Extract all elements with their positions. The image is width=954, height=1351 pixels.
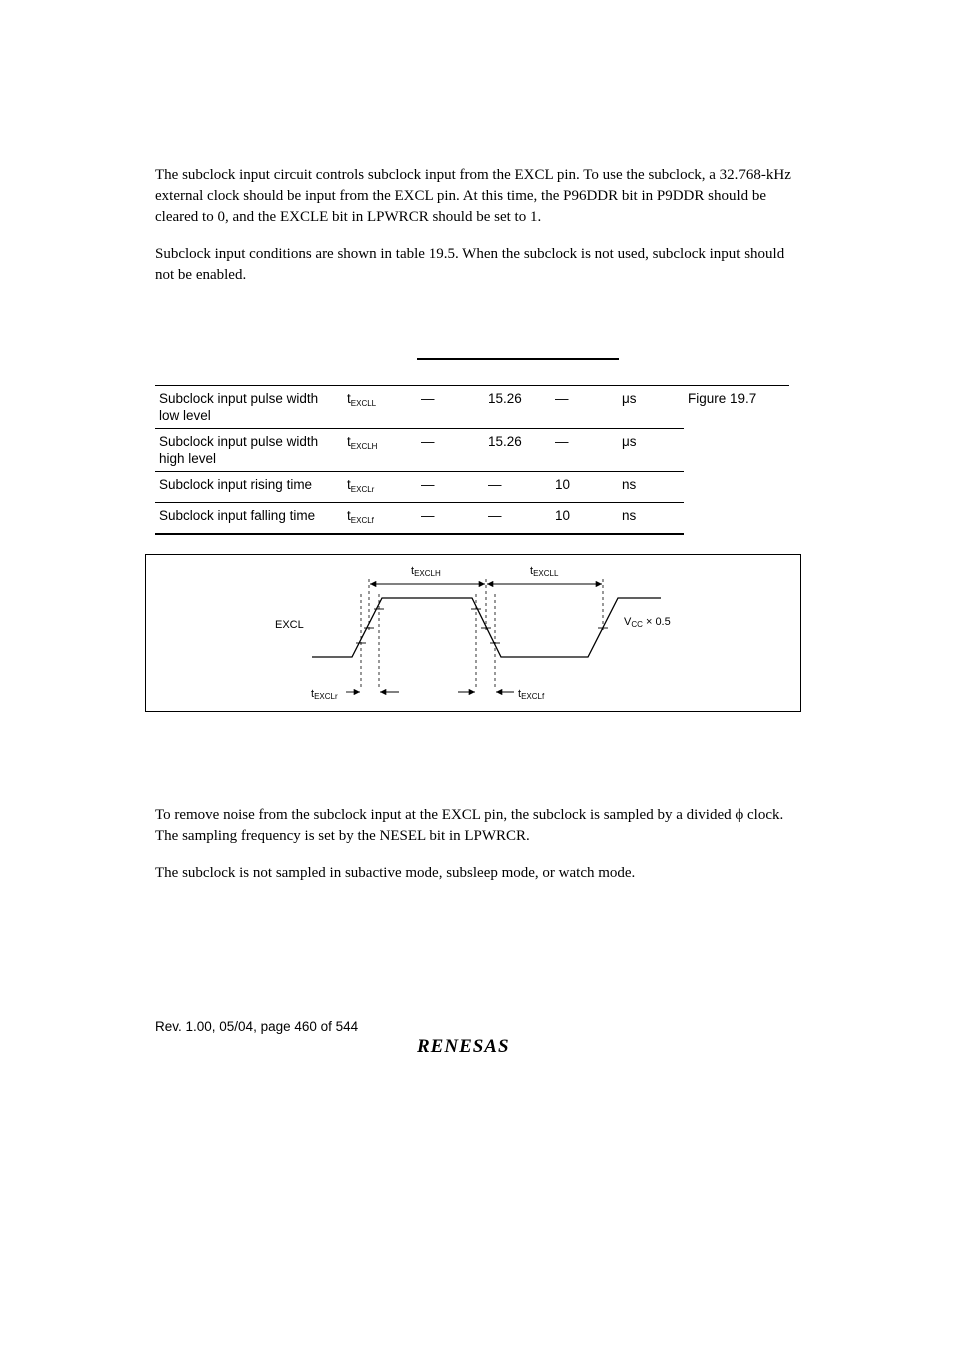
cell-min: — [417, 472, 484, 503]
cell-max: — [551, 386, 618, 429]
renesas-logo [415, 1035, 535, 1062]
noise-removal-paragraph: To remove noise from the subclock input at the EXCL pin, the subclock is sampled by a divided ϕ clock. The sampling frequency is set by the NESEL bit in LPWRCR. [155, 807, 784, 844]
cell-symbol: $t_{EXCLL}$ [343, 386, 417, 429]
svg-text:RENESAS: RENESAS [417, 1036, 510, 1057]
excl-waveform [312, 598, 661, 657]
timing-waveform [146, 555, 802, 713]
excl-signal-label: EXCL [275, 619, 304, 631]
cell-max: — [551, 429, 618, 472]
subclock-conditions-table [155, 385, 789, 535]
cell-unit: ns [618, 503, 684, 535]
cell-typ: — [484, 503, 551, 535]
sampling-mode-paragraph: The subclock is not sampled in subactive mode, subsleep mode, or watch mode. [155, 865, 636, 881]
cell-max: 10 [551, 503, 618, 535]
cell-item: Subclock input rising time [155, 472, 343, 503]
cell-item: Subclock input falling time [155, 503, 343, 535]
renesas-logo-icon [415, 1035, 535, 1057]
cell-max: 10 [551, 472, 618, 503]
texclf-label: $t_{EXCLf}$ [518, 688, 545, 701]
cell-item: Subclock input pulse width high level [155, 429, 343, 472]
cell-typ: — [484, 472, 551, 503]
cell-symbol: $t_{EXCLf}$ [343, 503, 417, 535]
vcc-threshold-label: $V_{CC} \times 0.5$ [624, 616, 671, 629]
cell-min: — [417, 386, 484, 429]
cell-typ: 15.26 [484, 386, 551, 429]
cell-unit: ns [618, 472, 684, 503]
cell-item: Subclock input pulse width low level [155, 386, 343, 429]
dashed-guides [361, 579, 603, 690]
conditions-paragraph: Subclock input conditions are shown in table 19.5. When the subclock is not used, subclock input should not be enabled. [155, 246, 785, 283]
table-header-rule [417, 358, 619, 360]
intro-paragraph: The subclock input circuit controls subclock input from the EXCL pin. To use the subclock, a 32.768-kHz external clock should be input from the EXCL pin. At this time, the P96DDR bit in P9DDR should be cleared to 0, and the EXCLE bit in LPWRCR should be set to 1. [155, 167, 791, 225]
texclr-label: $t_{EXCLr}$ [311, 688, 338, 701]
cell-symbol: $t_{EXCLH}$ [343, 429, 417, 472]
cell-min: — [417, 503, 484, 535]
timing-arrows [346, 584, 602, 692]
cell-symbol: $t_{EXCLr}$ [343, 472, 417, 503]
cell-unit: μs [618, 386, 684, 429]
threshold-ticks [356, 609, 608, 643]
table-row [155, 386, 789, 429]
texcll-label: $t_{EXCLL}$ [530, 565, 559, 578]
timing-diagram [145, 554, 801, 712]
page-footer: Rev. 1.00, 05/04, page 460 of 544 [155, 1019, 359, 1034]
cell-unit: μs [618, 429, 684, 472]
cell-test-condition: Figure 19.7 [684, 386, 789, 535]
cell-typ: 15.26 [484, 429, 551, 472]
texclh-label: $t_{EXCLH}$ [411, 565, 441, 578]
cell-min: — [417, 429, 484, 472]
